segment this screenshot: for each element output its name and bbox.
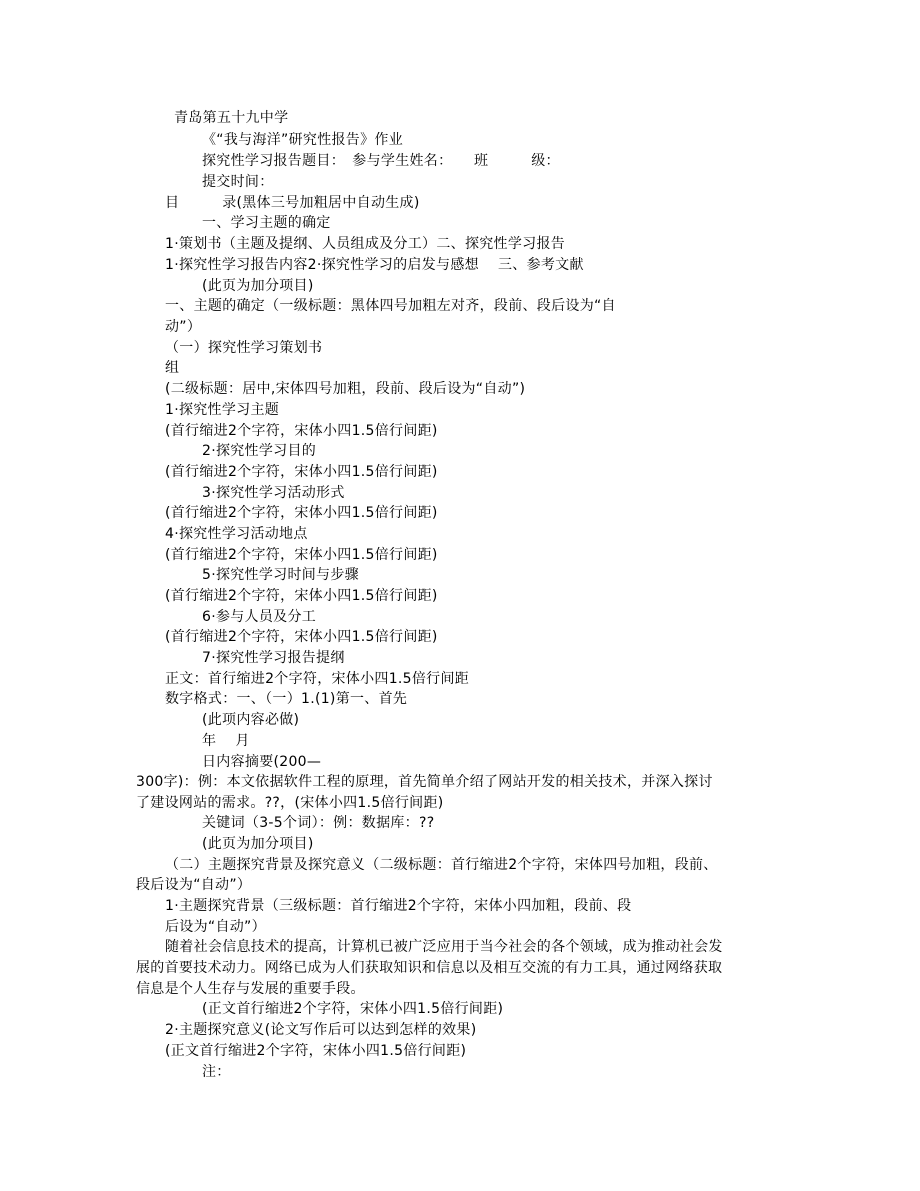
item-heading: 4·探究性学习活动地点	[165, 526, 308, 542]
section-heading: 一、主题的确定（一级标题：黑体四号加粗左对齐，段前、段后设为“自	[165, 298, 616, 314]
item-heading: 2·主题探究意义(论文写作后可以达到怎样的效果)	[165, 1022, 477, 1038]
subsection-heading: （一）探究性学习策划书	[165, 340, 323, 356]
section-heading-cont: 动”）	[165, 319, 202, 335]
bonus-note: (此页为加分项目)	[202, 278, 314, 294]
format-note: (首行缩进2个字符，宋体小四1.5倍行间距)	[165, 423, 438, 439]
body-paragraph: 随着社会信息技术的提高，计算机已被广泛应用于当今社会的各个领域，成为推动社会发	[165, 939, 723, 955]
school-name: 青岛第五十九中学	[174, 110, 289, 126]
item-heading-cont: 后设为“自动”）	[165, 919, 266, 935]
format-note: (正文首行缩进2个字符，宋体小四1.5倍行间距)	[202, 1001, 504, 1017]
item-heading: 7·探究性学习报告提纲	[202, 650, 345, 666]
body-paragraph: 展的首要技术动力。网络已成为人们获取知识和信息以及相互交流的有力工具，通过网络获取	[136, 960, 723, 976]
keywords-line: 关键词（3-5个词）：例：数据库：??	[202, 815, 435, 831]
subsection-heading: （二）主题探究背景及探究意义（二级标题：首行缩进2个字符，宋体四号加粗，段前、	[165, 857, 718, 873]
format-note: (正文首行缩进2个字符，宋体小四1.5倍行间距)	[165, 1043, 467, 1059]
text-line: 组	[165, 360, 180, 376]
document-title: 《“我与海洋”研究性报告》作业	[202, 132, 404, 148]
format-note: (首行缩进2个字符，宋体小四1.5倍行间距)	[165, 588, 438, 604]
submit-time-label: 提交时间：	[202, 174, 274, 190]
format-note: (首行缩进2个字符，宋体小四1.5倍行间距)	[165, 629, 438, 645]
report-info-line: 探究性学习报告题目： 参与学生姓名： 班 级：	[202, 153, 560, 169]
item-heading: 6·参与人员及分工	[202, 609, 317, 625]
body-format-note: 正文：首行缩进2个字符，宋体小四1.5倍行间距	[165, 671, 470, 687]
format-note: (二级标题：居中,宋体四号加粗，段前、段后设为“自动”)	[165, 381, 526, 397]
item-heading: 1·主题探究背景（三级标题：首行缩进2个字符，宋体小四加粗，段前、段	[165, 898, 632, 914]
abstract-heading: 日内容摘要(200—	[202, 754, 322, 770]
format-note: (首行缩进2个字符，宋体小四1.5倍行间距)	[165, 547, 438, 563]
format-note: (首行缩进2个字符，宋体小四1.5倍行间距)	[165, 464, 438, 480]
note-label: 注：	[202, 1064, 231, 1080]
subsection-heading-cont: 段后设为“自动”）	[136, 877, 252, 893]
toc-entry: 1·探究性学习报告内容2·探究性学习的启发与感想 三、参考文献	[165, 257, 584, 273]
toc-entry: 1·策划书（主题及提纲、人员组成及分工）二、探究性学习报告	[165, 236, 566, 252]
abstract-text: 300字)：例：本文依据软件工程的原理，首先简单介绍了网站开发的相关技术，并深入探讨	[136, 774, 713, 790]
toc-heading: 目 录(黑体三号加粗居中自动生成)	[165, 195, 420, 211]
item-heading: 3·探究性学习活动形式	[202, 485, 345, 501]
toc-entry: 一、学习主题的确定	[202, 215, 331, 231]
bonus-note: (此页为加分项目)	[202, 836, 314, 852]
item-heading: 2·探究性学习目的	[202, 443, 317, 459]
number-format-note: 数字格式：一、（一）1.(1)第一、首先	[165, 691, 408, 707]
body-paragraph: 信息是个人生存与发展的重要手段。	[136, 981, 365, 997]
abstract-text: 了建设网站的需求。??，(宋体小四1.5倍行间距)	[136, 795, 444, 811]
date-line: 年 月	[202, 733, 250, 749]
format-note: (首行缩进2个字符，宋体小四1.5倍行间距)	[165, 505, 438, 521]
required-note: (此项内容必做)	[202, 712, 300, 728]
item-heading: 5·探究性学习时间与步骤	[202, 567, 359, 583]
item-heading: 1·探究性学习主题	[165, 402, 280, 418]
